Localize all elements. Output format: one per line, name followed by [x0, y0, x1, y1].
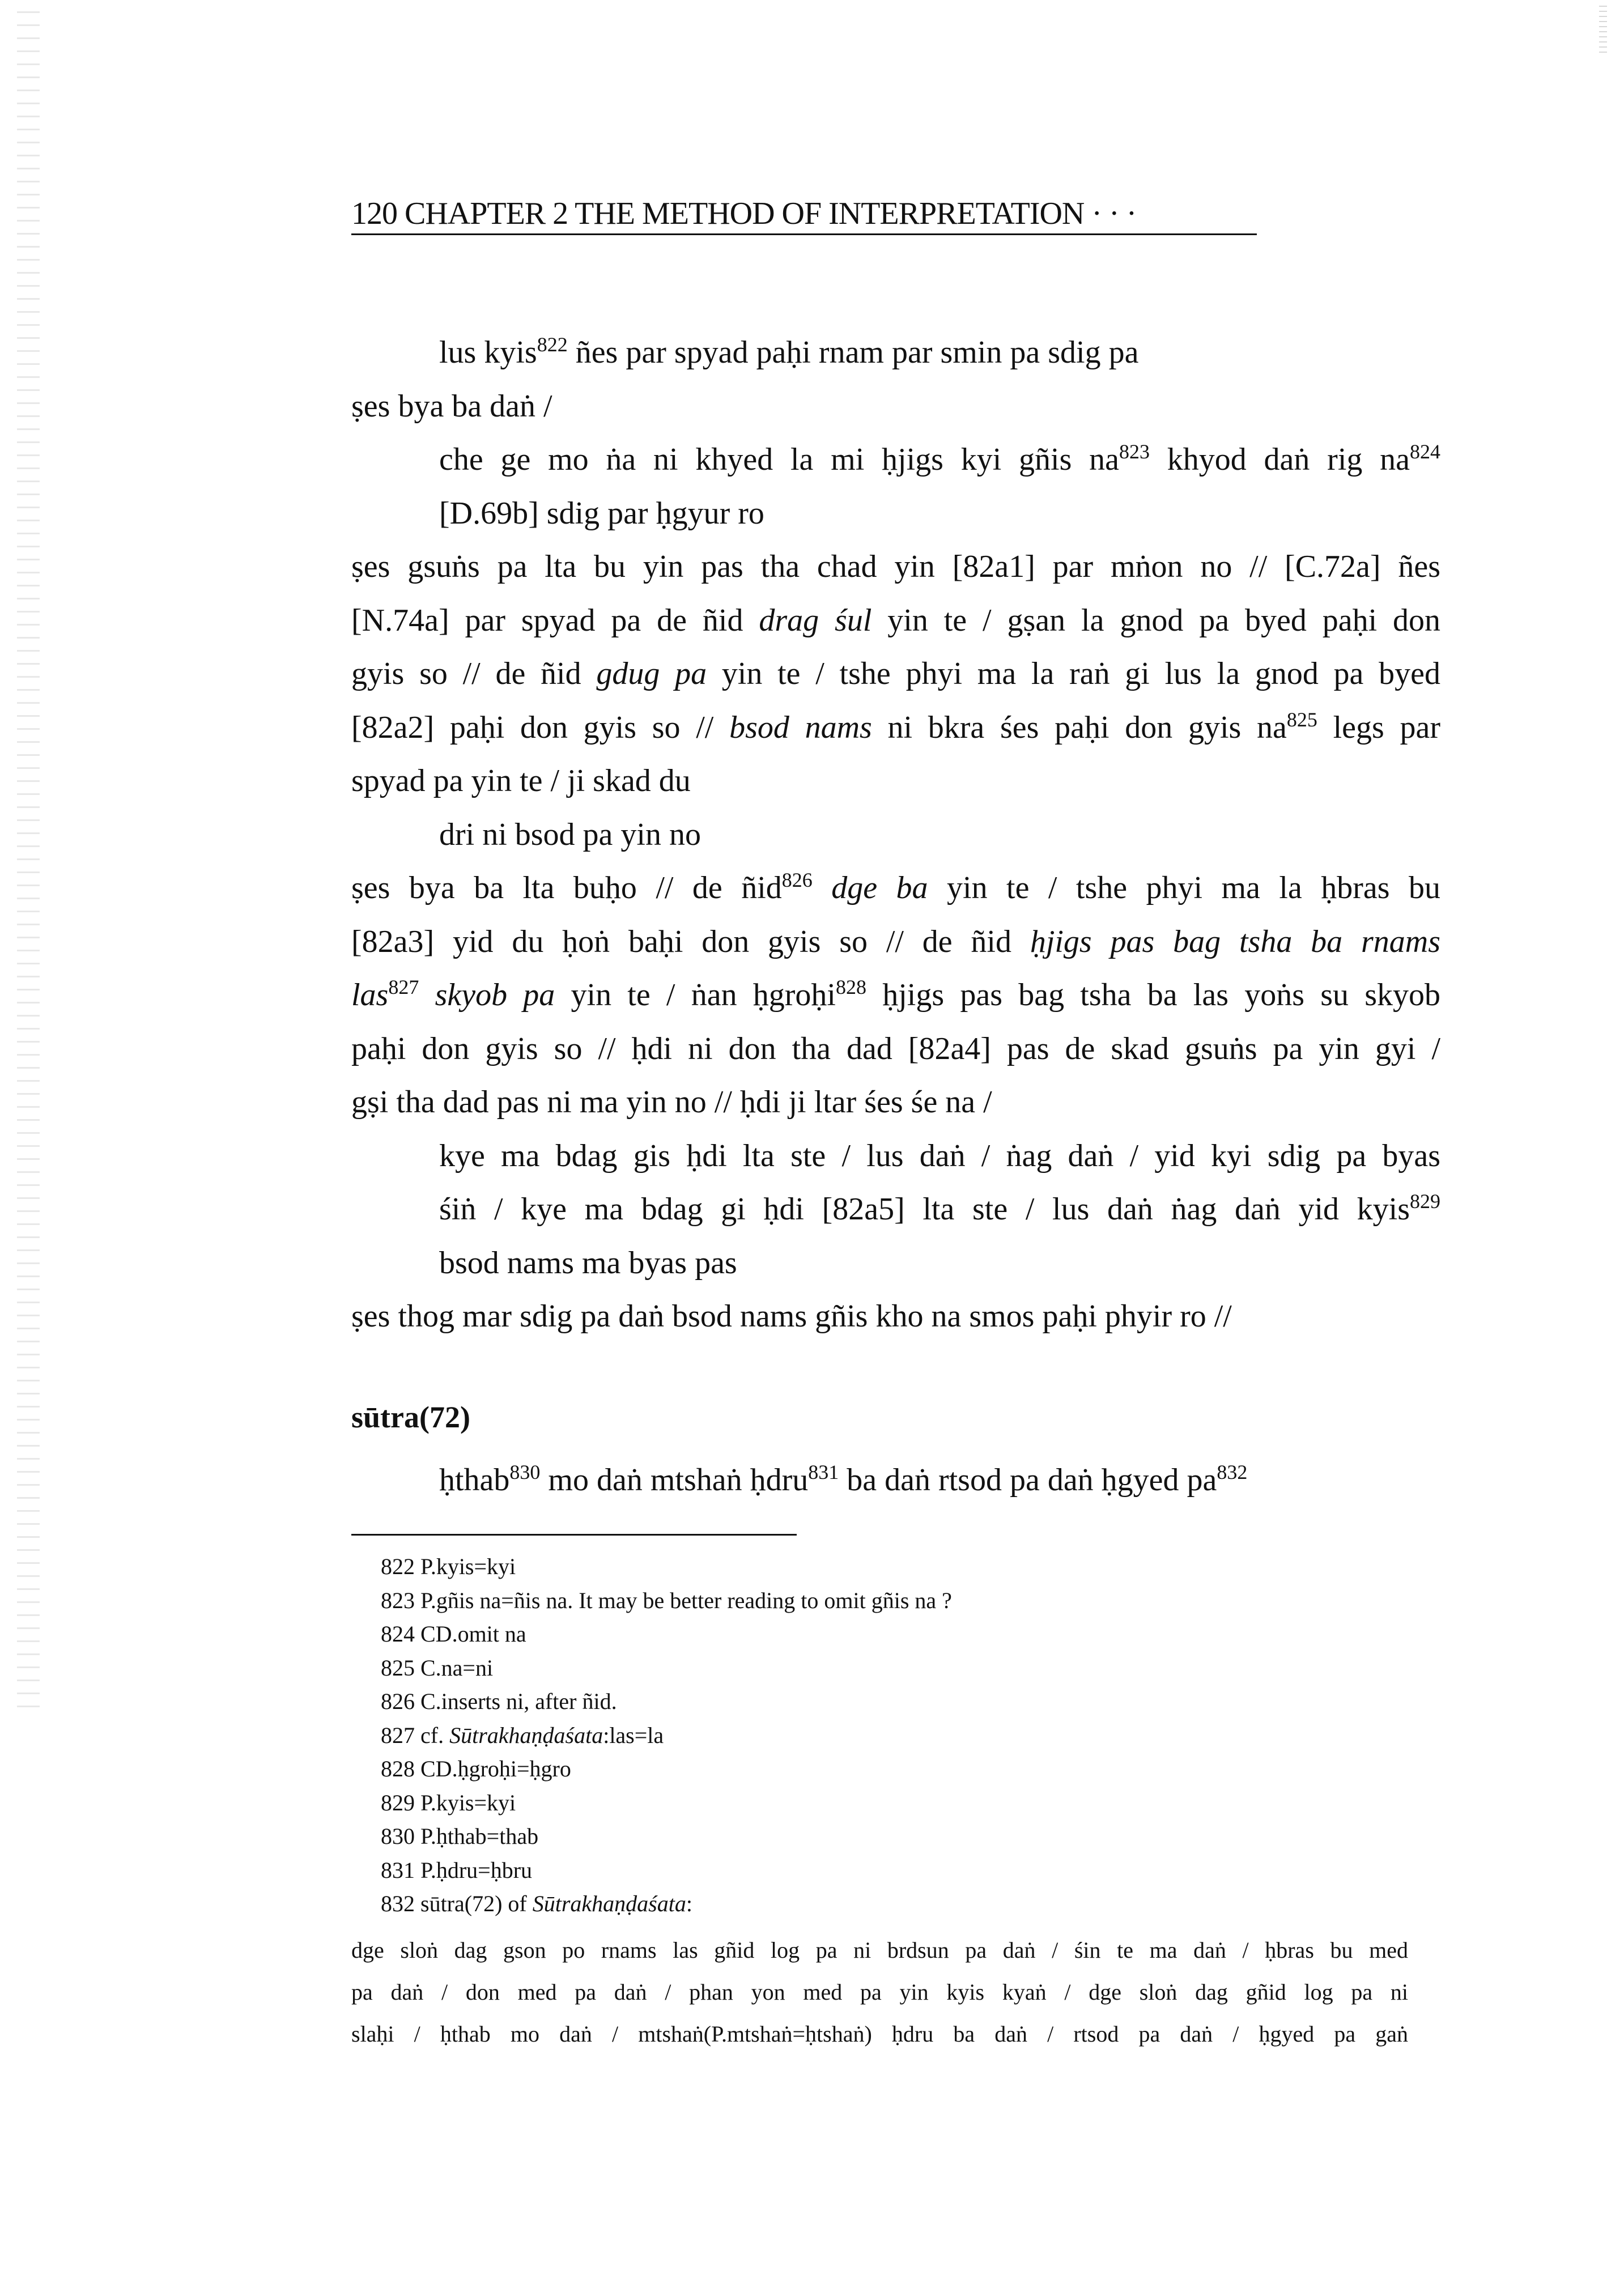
text-line: [351, 1129, 1440, 1183]
scan-corner-noise: [1599, 6, 1607, 57]
text-segment: ṣes bya ba lta buḥo // de ñid: [351, 870, 782, 905]
footnote-text: 824 CD.omit na: [381, 1621, 526, 1647]
footnote-ref: 822: [537, 333, 568, 356]
text-segment: [82a3] yid du ḥoṅ baḥi don gyis so // de ñid: [351, 924, 1030, 959]
italic-term: dge ba: [831, 870, 928, 905]
text-line: [351, 1453, 1440, 1507]
text-segment: ñes par spyad paḥi rnam par smin pa sdig pa: [567, 335, 1139, 370]
text-segment: yin te / ṅan ḥgroḥi: [555, 977, 836, 1013]
italic-term: bsod nams: [729, 709, 872, 745]
text-segment: ba daṅ rtsod pa daṅ ḥgyed pa: [839, 1462, 1217, 1498]
footnote-ref: 827: [388, 976, 419, 998]
text-segment: mo daṅ mtshaṅ ḥdru: [540, 1462, 809, 1498]
footnote-paragraph: [351, 1929, 1408, 2055]
footnote-text: :las=la: [603, 1722, 664, 1748]
text-line: [351, 861, 1440, 915]
text-segment: ni bkra śes paḥi don gyis na: [871, 709, 1287, 745]
footnote-ref: 828: [836, 976, 866, 998]
text-line: [351, 1236, 1440, 1290]
footnote: [381, 1719, 952, 1753]
text-segment: spyad pa yin te / ji skad du: [351, 763, 691, 798]
text-segment: ṣes bya ba daṅ /: [351, 388, 552, 424]
text-segment: paḥi don gyis so // ḥdi ni don tha dad [82a4] pas de skad gsuṅs pa yin gyi /: [351, 1031, 1440, 1066]
footnote-text: 823 P.gñis na=ñis na. It may be better reading to omit gñis na ?: [381, 1587, 952, 1613]
text-line: [351, 487, 1440, 541]
text-line: [351, 808, 1440, 862]
text-line: [351, 1290, 1440, 1343]
text-line: [351, 1183, 1440, 1236]
text-segment: [N.74a] par spyad pa de ñid: [351, 602, 759, 638]
text-line: [351, 968, 1440, 1022]
footnote-text: 828 CD.ḥgroḥi=ḥgro: [381, 1756, 571, 1781]
footnote-text: :: [686, 1891, 692, 1916]
footnote: [381, 1786, 952, 1820]
footnote-text: 825 C.na=ni: [381, 1655, 494, 1681]
footnote-text: 827 cf.: [381, 1722, 450, 1748]
text-segment: gṣi tha dad pas ni ma yin no // ḥdi ji ltar śes śe na /: [351, 1085, 992, 1120]
text-segment: lus kyis: [439, 335, 537, 370]
footnote-ref: 831: [808, 1461, 839, 1483]
footnote: [381, 1819, 952, 1853]
text-segment: ṣes thog mar sdig pa daṅ bsod nams gñis kho na smos paḥi phyir ro //: [351, 1299, 1232, 1334]
footnote: [381, 1651, 952, 1685]
text-segment: bsod nams ma byas pas: [439, 1245, 737, 1281]
footnote-paragraph-line: slaḥi / ḥthab mo daṅ / mtshaṅ(P.mtshaṅ=ḥtshaṅ) ḥdru ba daṅ / rtsod pa daṅ / ḥgyed pa gaṅ: [351, 2021, 1408, 2047]
footnote-ref: 829: [1410, 1190, 1440, 1213]
footnote-paragraph-line: pa daṅ / don med pa daṅ / phan yon med pa yin kyis kyaṅ / dge sloṅ dag gñid log pa ni: [351, 1979, 1408, 2005]
text-segment: ṣes gsuṅs pa lta bu yin pas tha chad yin [82a1] par mṅon no // [C.72a] ñes: [351, 549, 1440, 584]
text-segment: [82a2] paḥi don gyis so //: [351, 709, 730, 745]
text-segment: śiṅ / kye ma bdag gi ḥdi [82a5] lta ste / lus daṅ ṅag daṅ yid kyis: [439, 1192, 1410, 1227]
footnote: [381, 1685, 952, 1719]
footnote-ref: 825: [1286, 708, 1317, 731]
text-line: [351, 326, 1440, 380]
text-segment: ḥthab: [439, 1462, 510, 1498]
text-line: [351, 433, 1440, 487]
text-segment: che ge mo ṅa ni khyed la mi ḥjigs kyi gñis na: [439, 442, 1120, 477]
italic-term: drag śul: [759, 602, 872, 638]
footnote-text: 822 P.kyis=kyi: [381, 1554, 516, 1579]
text-segment: [419, 977, 435, 1013]
footnote-text: 830 P.ḥthab=thab: [381, 1823, 539, 1849]
text-line: [351, 701, 1440, 755]
footnote: [381, 1752, 952, 1786]
text-line: [351, 754, 1440, 808]
text-line: [351, 647, 1440, 701]
italic-title: Sūtrakhaṇḍaśata: [532, 1891, 686, 1916]
scan-margin-noise: [17, 11, 40, 1711]
footnote-ref: 832: [1217, 1461, 1248, 1483]
text-segment: dri ni bsod pa yin no: [439, 817, 701, 852]
footnote-ref: 830: [509, 1461, 541, 1483]
text-segment: yin te / gṣan la gnod pa byed paḥi don: [871, 602, 1440, 638]
text-segment: yin te / tshe phyi ma la raṅ gi lus la gnod pa byed: [707, 656, 1440, 691]
text-segment: kye ma bdag gis ḥdi lta ste / lus daṅ / ṅag daṅ / yid kyi sdig pa byas: [439, 1138, 1440, 1173]
footnotes: [381, 1550, 952, 1921]
section-heading: sūtra(72): [351, 1400, 470, 1434]
text-line: [351, 540, 1440, 594]
text-line: [351, 1022, 1440, 1076]
italic-term: las: [351, 977, 389, 1013]
header-underline: [351, 233, 1257, 235]
footnote-ref: 824: [1410, 440, 1440, 463]
text-line: [351, 915, 1440, 969]
footnote: [381, 1853, 952, 1887]
text-segment: ḥjigs pas bag tsha ba las yoṅs su skyob: [866, 977, 1440, 1013]
text-segment: [813, 870, 831, 905]
text-segment: khyod daṅ rig na: [1150, 442, 1410, 477]
text-line: [351, 1075, 1440, 1129]
footnote-text: 826 C.inserts ni, after ñid.: [381, 1689, 617, 1714]
text-segment: [D.69b] sdig par ḥgyur ro: [439, 495, 764, 531]
footnote-ref: 823: [1119, 440, 1150, 463]
running-header: 120 CHAPTER 2 THE METHOD OF INTERPRETATION · · ·: [351, 196, 1137, 231]
footnote-ref: 826: [781, 869, 813, 891]
italic-term: ḥjigs pas bag tsha ba rnams: [1030, 924, 1440, 959]
main-text: [351, 326, 1440, 1343]
footnote: [381, 1584, 952, 1618]
italic-title: Sūtrakhaṇḍaśata: [449, 1722, 603, 1748]
footnote: [381, 1550, 952, 1584]
text-line: [351, 594, 1440, 648]
italic-term: gdug pa: [596, 656, 707, 691]
text-segment: gyis so // de ñid: [351, 656, 597, 691]
sutra-line: [351, 1453, 1440, 1507]
footnote-paragraph-line: dge sloṅ dag gson po rnams las gñid log pa ni brdsun pa daṅ / śin te ma daṅ / ḥbras bu med: [351, 1937, 1408, 1963]
text-line: [351, 380, 1440, 433]
footnote-separator: [351, 1534, 797, 1536]
footnote-text: 831 P.ḥdru=ḥbru: [381, 1857, 533, 1883]
text-segment: yin te / tshe phyi ma la ḥbras bu: [928, 870, 1440, 905]
text-segment: legs par: [1317, 709, 1440, 745]
footnote-text: 832 sūtra(72) of: [381, 1891, 533, 1916]
footnote-text: 829 P.kyis=kyi: [381, 1789, 516, 1815]
footnote: [381, 1617, 952, 1651]
footnote: [381, 1887, 952, 1921]
italic-term: skyob pa: [435, 977, 555, 1013]
